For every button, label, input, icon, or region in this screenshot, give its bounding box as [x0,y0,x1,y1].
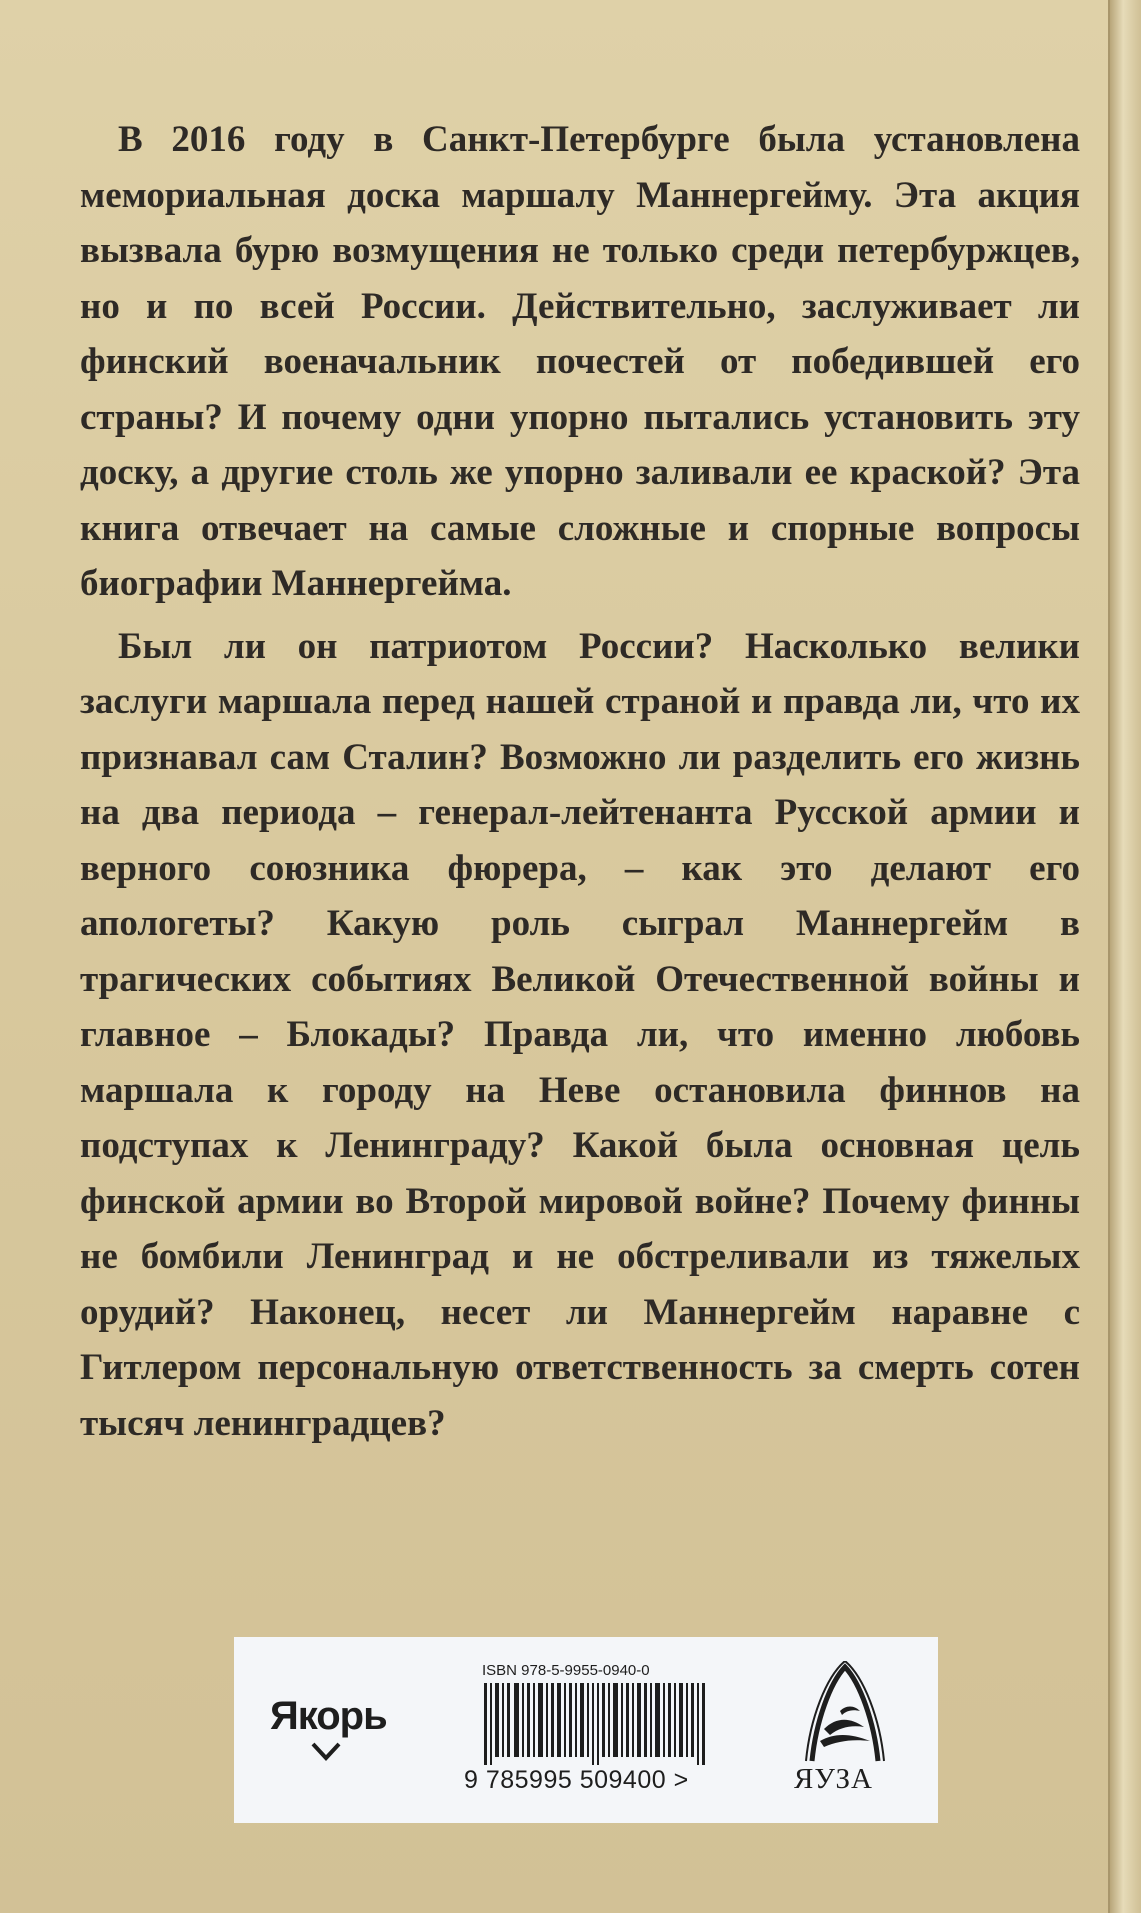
yauza-arch-wave-icon [790,1661,900,1765]
chevron-anchor-icon [310,1741,342,1763]
yauza-publisher-logo-text: ЯУЗА [794,1763,873,1795]
barcode-digits: 9 785995 509400 > [464,1766,689,1794]
yakor-publisher-logo: Якорь [270,1694,387,1738]
book-spine-edge [1108,0,1141,1913]
isbn-number: ISBN 978-5-9955-0940-0 [482,1662,650,1679]
barcode-icon [484,1683,728,1765]
blurb-text [80,112,1080,1458]
blurb-paragraph-2: Был ли он патриотом России? Насколько велики заслуги маршала перед нашей страной и правда ли, что их признавал сам Сталин? Возможно ли разделить его жизнь на два периода – генерал-лейтенанта Русской армии и верного союзника фюрера, – как это делают его апологеты? Какую роль сыграл Маннергейм в трагических событиях Великой Отечественной войны и главное – Блокады? Правда ли, что именно любовь маршала к городу на Неве остановила финнов на подступах к Ленинграду? Какой была основная цель финской армии во Второй мировой войне? Почему финны не бомбили Ленинград и не обстреливали из тяжелых орудий? Наконец, несет ли Маннергейм наравне с Гитлером персональную ответственность за смерть сотен тысяч ленинградцев? [80,625,1080,1444]
blurb-paragraph-1: В 2016 году в Санкт-Петербурге была установлена мемориальная доска маршалу Маннергейму. Эта акция вызвала бурю возмущения не только среди петербуржцев, но и по всей России. Действительно, заслуживает ли финский военачальник почестей от победившей его страны? И почему одни упорно пытались установить эту доску, а другие столь же упорно заливали ее краской? Эта книга отвечает на самые сложные и спорные вопросы биографии Маннергейма. [80,119,1080,604]
barcode-label [234,1637,938,1823]
